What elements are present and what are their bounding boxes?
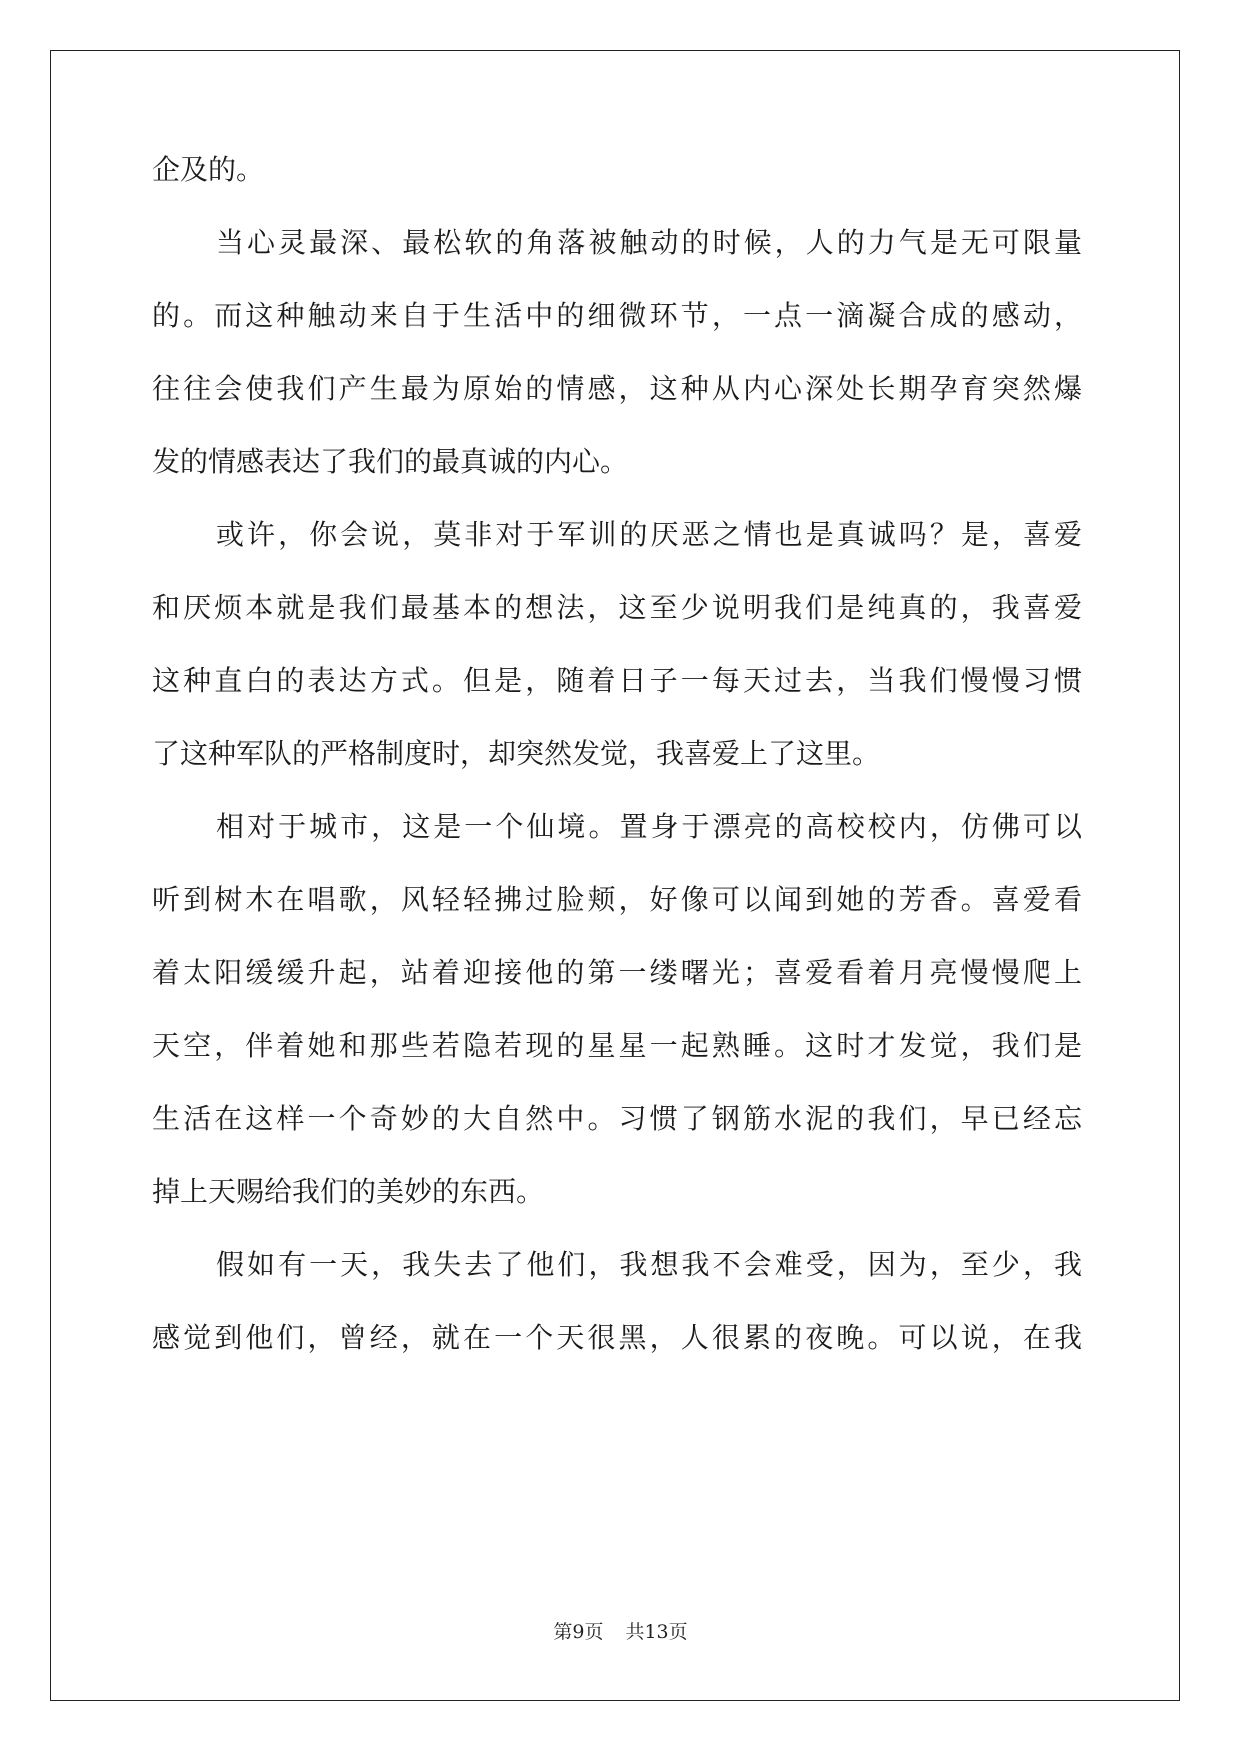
paragraph-line: 听到树木在唱歌，风轻轻拂过脸颊，好像可以闻到她的芳香。喜爱看	[152, 883, 1082, 916]
paragraph-line: 天空，伴着她和那些若隐若现的星星一起熟睡。这时才发觉，我们是	[152, 1029, 1082, 1062]
paragraph-line: 往往会使我们产生最为原始的情感，这种从内心深处长期孕育突然爆	[152, 372, 1082, 405]
paragraph-line: 企及的。	[152, 153, 265, 186]
page-number-current: 第9页	[553, 1621, 604, 1643]
paragraph-line: 假如有一天，我失去了他们，我想我不会难受，因为，至少，我	[216, 1248, 1082, 1281]
paragraph-line: 感觉到他们，曾经，就在一个天很黑，人很累的夜晚。可以说，在我	[152, 1321, 1082, 1354]
paragraph-line: 当心灵最深、最松软的角落被触动的时候，人的力气是无可限量	[216, 226, 1082, 259]
page-number-total: 共13页	[625, 1621, 688, 1643]
page-footer	[0, 1620, 1241, 1644]
paragraph-line: 或许，你会说，莫非对于军训的厌恶之情也是真诚吗？是，喜爱	[216, 518, 1082, 551]
paragraph-line: 着太阳缓缓升起，站着迎接他的第一缕曙光；喜爱看着月亮慢慢爬上	[152, 956, 1082, 989]
paragraph-line: 生活在这样一个奇妙的大自然中。习惯了钢筋水泥的我们，早已经忘	[152, 1102, 1082, 1135]
paragraph-line: 了这种军队的严格制度时，却突然发觉，我喜爱上了这里。	[152, 737, 881, 770]
paragraph-line: 和厌烦本就是我们最基本的想法，这至少说明我们是纯真的，我喜爱	[152, 591, 1082, 624]
paragraph-line: 掉上天赐给我们的美妙的东西。	[152, 1175, 545, 1208]
paragraph-line: 相对于城市，这是一个仙境。置身于漂亮的高校校内，仿佛可以	[216, 810, 1082, 843]
paragraph-line: 发的情感表达了我们的最真诚的内心。	[152, 445, 629, 478]
paragraph-line: 的。而这种触动来自于生活中的细微环节，一点一滴凝合成的感动，	[152, 299, 1082, 332]
paragraph-line: 这种直白的表达方式。但是，随着日子一每天过去，当我们慢慢习惯	[152, 664, 1082, 697]
